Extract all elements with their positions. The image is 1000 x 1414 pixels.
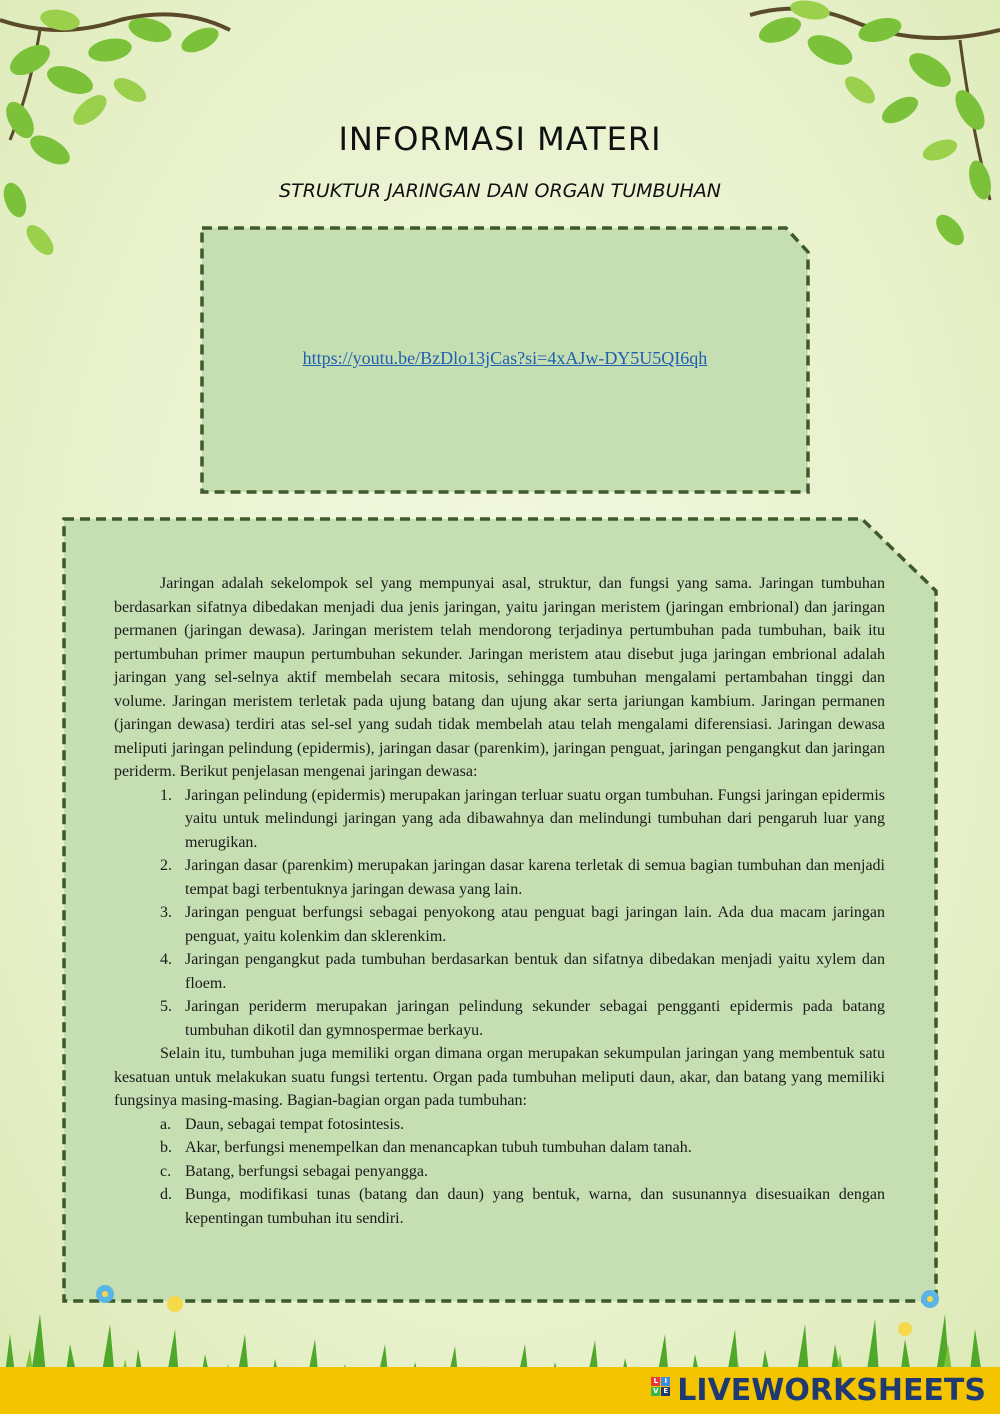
list-marker: a. [160, 1115, 172, 1133]
list-item [114, 995, 885, 1042]
list-item-text: Jaringan penguat berfungsi sebagai penyokong atau penguat bagi jaringan lain. Ada dua macam jaringan penguat, yaitu kolenkim dan sklerenkim. [185, 904, 885, 945]
list-item-text: Jaringan pelindung (epidermis) merupakan jaringan terluar suatu organ tumbuhan. Fungsi jaringan epidermis yaitu untuk melindungi jaringan yang ada dibawahnya dan melindungi tumbuhan dari pengaruh luar yang merugikan. [185, 786, 885, 851]
list-item [114, 948, 885, 995]
list-item [114, 854, 885, 901]
list-marker: d. [160, 1186, 172, 1203]
logo-letter: L [651, 1377, 660, 1386]
list-marker: 5. [160, 998, 172, 1015]
video-link[interactable]: https://youtu.be/BzDlo13jCas?si=4xAJw-DY5U5QI6qh [302, 348, 708, 368]
list-item-text: Batang, berfungsi sebagai penyangga. [185, 1162, 429, 1180]
logo-letter: I [661, 1377, 670, 1386]
list-item [114, 901, 885, 948]
list-item-text: Daun, sebagai tempat fotosintesis. [185, 1115, 405, 1133]
brand-text: LIVEWORKSHEETS [677, 1373, 986, 1408]
footer-bar [0, 1367, 1000, 1414]
list-item [114, 1160, 885, 1184]
organ-list [114, 1113, 885, 1231]
list-item [114, 1113, 885, 1137]
content-text [114, 572, 885, 1230]
list-item-text: Jaringan pengangkut pada tumbuhan berdasarkan bentuk dan sifatnya dibedakan menjadi yaitu xylem dan floem. [185, 951, 885, 992]
page-subtitle: STRUKTUR JARINGAN DAN ORGAN TUMBUHAN [279, 180, 721, 202]
list-item-text: Jaringan dasar (parenkim) merupakan jaringan dasar karena terletak di semua bagian tumbuhan dan menjadi tempat bagi terbentuknya jaringan dewasa yang lain. [185, 857, 885, 898]
page-title: INFORMASI MATERI [338, 120, 662, 158]
list-item-text: Akar, berfungsi menempelkan dan menancapkan tubuh tumbuhan dalam tanah. [185, 1139, 692, 1156]
list-marker: b. [160, 1139, 172, 1156]
list-marker: 1. [160, 786, 172, 804]
logo-letter: E [661, 1387, 670, 1396]
intro-paragraph: Jaringan adalah sekelompok sel yang mempunyai asal, struktur, dan fungsi yang sama. Jaringan tumbuhan berdasarkan sifatnya dibedakan menjadi dua jenis jaringan, yaitu jaringan meristem (jaringan embrional) dan jaringan permanen (jaringan dewasa). Jaringan meristem telah mendorong terjadinya pertumbuhan pada tumbuhan, baik itu pertumbuhan primer maupun pertumbuhan sekunder. Jaringan meristem atau disebut juga jaringan embrional adalah jaringan yang sel-selnya aktif membelah secara mitosis, sehingga tumbuhan mengalami pertambahan tinggi dan volume. Jaringan meristem terletak pada ujung batang dan ujung akar serta jariungan kambium. Jaringan permanen (jaringan dewasa) terdiri atas sel-sel yang sudah tidak membelah atau telah mengalami diferensiasi. Jaringan dewasa meliputi jaringan pelindung (epidermis), jaringan dasar (parenkim), jaringan penguat, jaringan pengangkut dan jaringan periderm. Berikut penjelasan mengenai jaringan dewasa: [114, 575, 885, 780]
list-item [114, 1183, 885, 1230]
list-marker: 4. [160, 951, 172, 968]
list-item [114, 784, 885, 855]
logo-letter: V [653, 1386, 659, 1395]
liveworksheets-brand [651, 1373, 986, 1408]
list-item-text: Jaringan periderm merupakan jaringan pelindung sekunder sebagai pengganti epidermis pada batang tumbuhan dikotil dan gymnospermae berkayu. [185, 998, 885, 1039]
list-marker: 3. [160, 904, 172, 921]
list-item [114, 1136, 885, 1160]
organs-paragraph: Selain itu, tumbuhan juga memiliki organ dimana organ merupakan sekumpulan jaringan yang membentuk satu kesatuan untuk melakukan suatu fungsi tertentu. Organ pada tumbuhan meliputi daun, akar, dan batang yang memiliki fungsinya masing-masing. Bagian-bagian organ pada tumbuhan: [114, 1045, 885, 1109]
list-marker: c. [160, 1162, 172, 1180]
list-marker: 2. [160, 857, 172, 874]
list-item-text: Bunga, modifikasi tunas (batang dan daun) yang bentuk, warna, dan susunannya disesuaikan dengan kepentingan tumbuhan itu sendiri. [185, 1186, 885, 1227]
tissue-list [114, 784, 885, 1043]
liveworksheets-logo-icon [651, 1377, 671, 1405]
